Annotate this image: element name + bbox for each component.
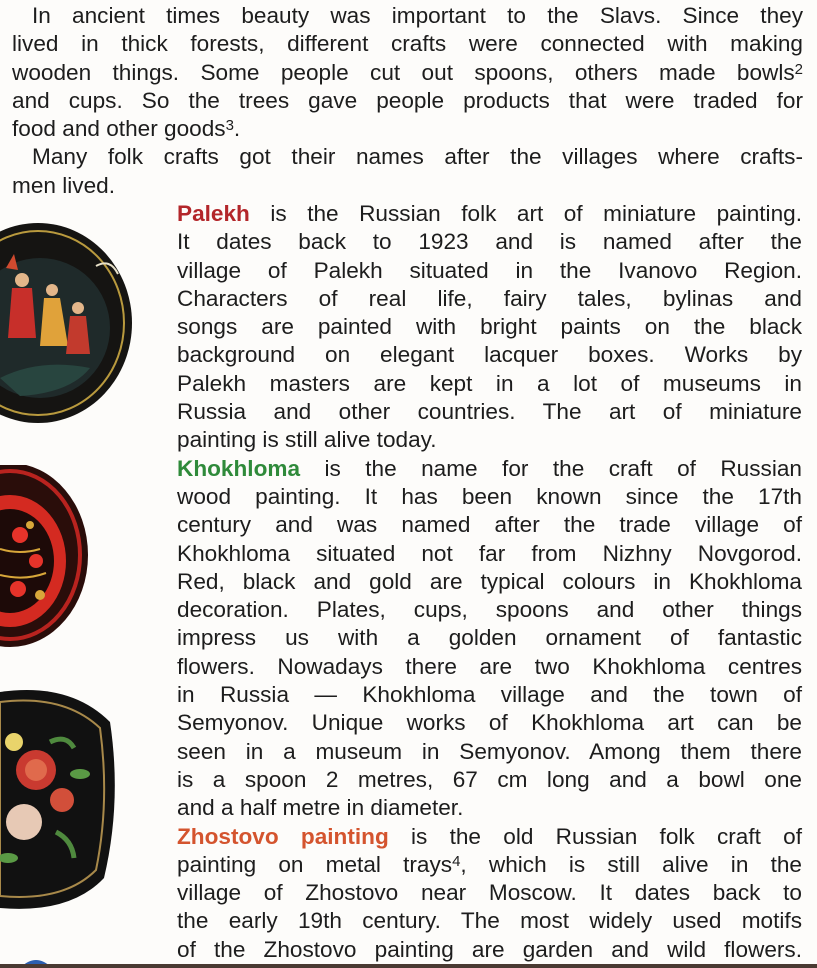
text-line: village of Palekh situated in the Ivanovo Region. [177,257,802,283]
text-line: background on elegant lacquer boxes. Works by [177,342,802,368]
zhostovo-paragraph [177,823,802,964]
text-line [12,59,803,87]
khokhloma-bowl-image [0,465,90,665]
text-line: Many folk crafts got their names after the villages where crafts- [32,144,803,170]
text-segment: painting on metal trays [177,851,453,877]
text-line: flowers. Nowadays there are two Khokhloma centres [177,653,802,679]
text-line: impress us with a golden ornament of fantastic [177,625,802,651]
text-line: Red, black and gold are typical colours in Khokhloma [177,568,802,594]
text-line: and cups. So the trees gave people products that were traded for [12,87,803,113]
text-segment: is the old Russian folk craft of [388,823,802,849]
palekh-box-image [0,218,132,448]
text-line: and a half metre in diameter. [177,795,464,821]
palekh-paragraph [177,200,802,455]
text-line: is a spoon 2 metres, 67 cm long and a bowl one [177,766,802,792]
crafts-column [177,200,802,964]
text-line: Semyonov. Unique works of Khokhloma art can be [177,710,802,736]
text-segment: food and other goods [12,116,226,142]
footnote-marker: 2 [794,60,803,78]
text-segment: is the Russian folk art of miniature painting. [249,201,802,226]
text-segment: , which is still alive in the [460,851,802,877]
text-line: village of Zhostovo near Moscow. It dates back to [177,880,802,906]
text-line: painting is still alive today. [177,427,437,453]
text-line: seen in a museum in Semyonov. Among them there [177,738,802,764]
text-line: Palekh masters are kept in a lot of museums in [177,370,802,396]
intro-text [12,2,803,200]
text-line: Khokhloma situated not far from Nizhny Novgorod. [177,540,802,566]
text-line [12,115,803,143]
khokhloma-term: Khokhloma [177,455,301,481]
text-segment: . [233,116,241,142]
text-line: in Russia — Khokhloma village and the town of [177,682,802,708]
text-line: wood painting. It has been known since the 17th [177,483,802,509]
text-line: In ancient times beauty was important to the Slavs. Since they [32,3,803,28]
text-line: the early 19th century. The most widely used motifs [177,908,802,934]
text-line: decoration. Plates, cups, spoons and other things [177,597,802,623]
text-line [177,851,802,879]
footnote-marker: 4 [452,852,461,870]
text-segment: is the name for the craft of Russian [300,455,802,481]
text-line [177,455,802,483]
text-line: Characters of real life, fairy tales, bylinas and [177,285,802,311]
khokhloma-paragraph [177,455,802,823]
text-line: songs are painted with bright paints on the black [177,314,802,340]
zhostovo-term: Zhostovo painting [177,823,389,849]
text-line: men lived. [12,172,115,198]
text-line: Russia and other countries. The art of miniature [177,399,802,425]
text-line [177,200,802,228]
text-line: lived in thick forests, different crafts were connected with making [12,31,803,57]
text-line: It dates back to 1923 and is named after the [177,229,802,255]
page-bottom-edge [0,964,817,968]
zhostovo-tray-image [0,682,118,914]
text-line [177,823,802,851]
palekh-term: Palekh [177,201,250,226]
text-segment: wooden things. Some people cut out spoons, others made bowls [12,59,795,85]
footnote-marker: 3 [225,117,234,135]
text-line: century and was named after the trade village of [177,512,802,538]
text-line: of the Zhostovo painting are garden and wild flowers. [177,936,802,962]
